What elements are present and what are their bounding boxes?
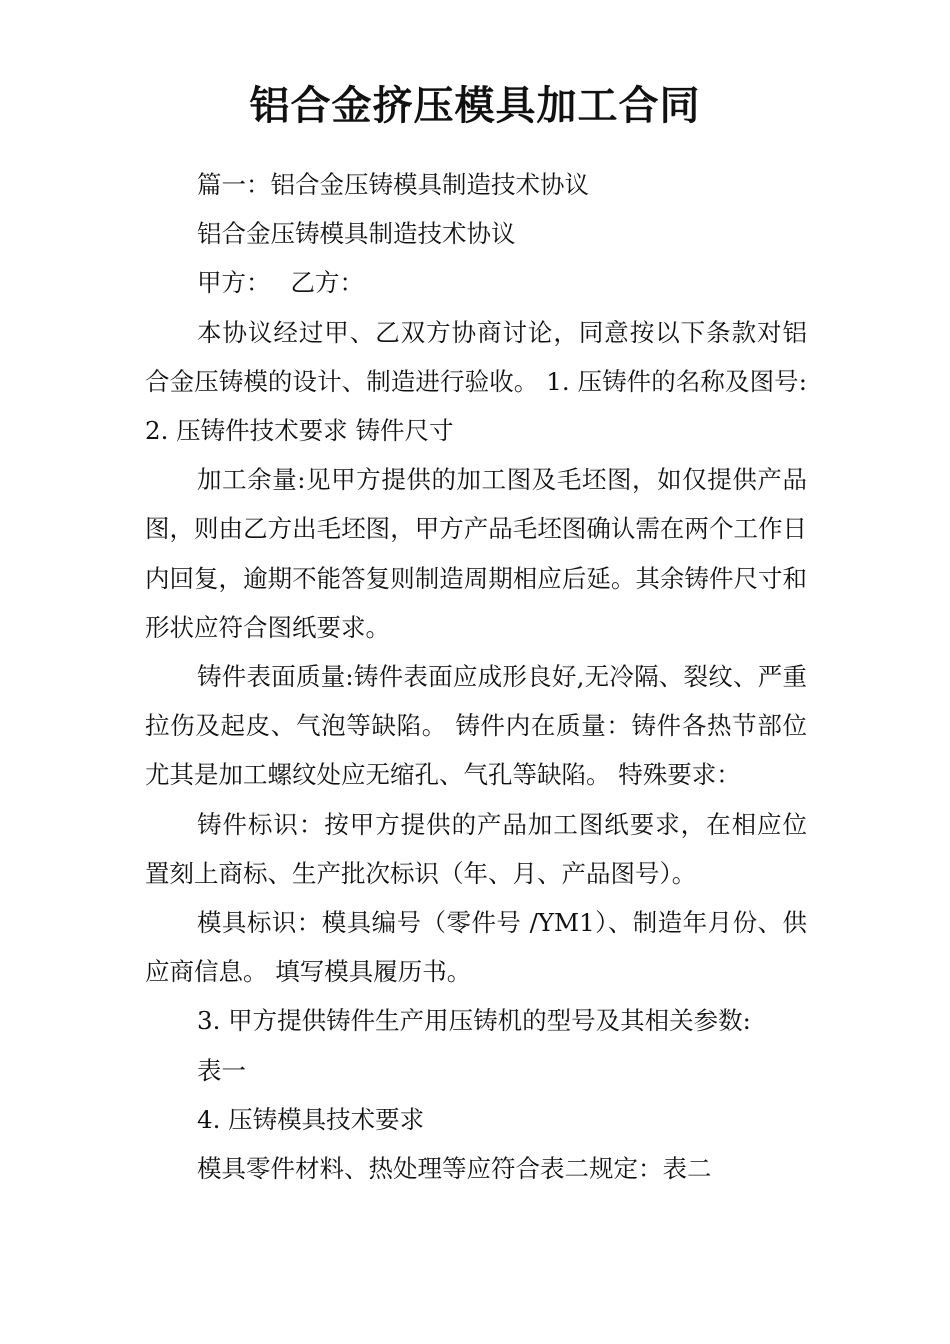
paragraph-parties: 甲方： 乙方： xyxy=(197,268,365,298)
paragraph-agreement-title: 铝合金压铸模具制造技术协议 xyxy=(197,219,516,249)
paragraph-machine-params: 3. 甲方提供铸件生产用压铸机的型号及其相关参数: xyxy=(197,1006,751,1036)
paragraph-mold-marking: 模具标识：模具编号（零件号 /YM1）、制造年月份、供应商信息。 填写模具履历书。 xyxy=(145,908,807,987)
paragraph-section-heading: 篇一：铝合金压铸模具制造技术协议 xyxy=(197,170,589,199)
paragraph-casting-marking: 铸件标识：按甲方提供的产品加工图纸要求，在相应位置刻上商标、生产批次标识（年、月、产品图号）。 xyxy=(145,809,807,888)
document-body xyxy=(145,160,807,1193)
paragraph-intro: 本协议经过甲、乙双方协商讨论，同意按以下条款对铝合金压铸模的设计、制造进行验收。 1. 压铸件的名称及图号: 2. 压铸件技术要求 铸件尺寸 xyxy=(145,317,807,446)
paragraph-surface-quality: 铸件表面质量:铸件表面应成形良好,无冷隔、裂纹、严重拉伤及起皮、气泡等缺陷。 铸件内在质量：铸件各热节部位尤其是加工螺纹处应无缩孔、气孔等缺陷。 特殊要求： xyxy=(145,662,807,790)
document-title: 铝合金挤压模具加工合同 xyxy=(249,83,701,129)
paragraph-mold-requirements: 4. 压铸模具技术要求 xyxy=(197,1104,425,1134)
paragraph-machining-allowance: 加工余量:见甲方提供的加工图及毛坯图，如仅提供产品图，则由乙方出毛坯图，甲方产品毛坯图确认需在两个工作日内回复，逾期不能答复则制造周期相应后延。其余铸件尺寸和形状应符合图纸要求。 xyxy=(145,465,807,642)
paragraph-materials: 模具零件材料、热处理等应符合表二规定：表二 xyxy=(197,1154,712,1184)
paragraph-table-one: 表一 xyxy=(197,1055,246,1085)
